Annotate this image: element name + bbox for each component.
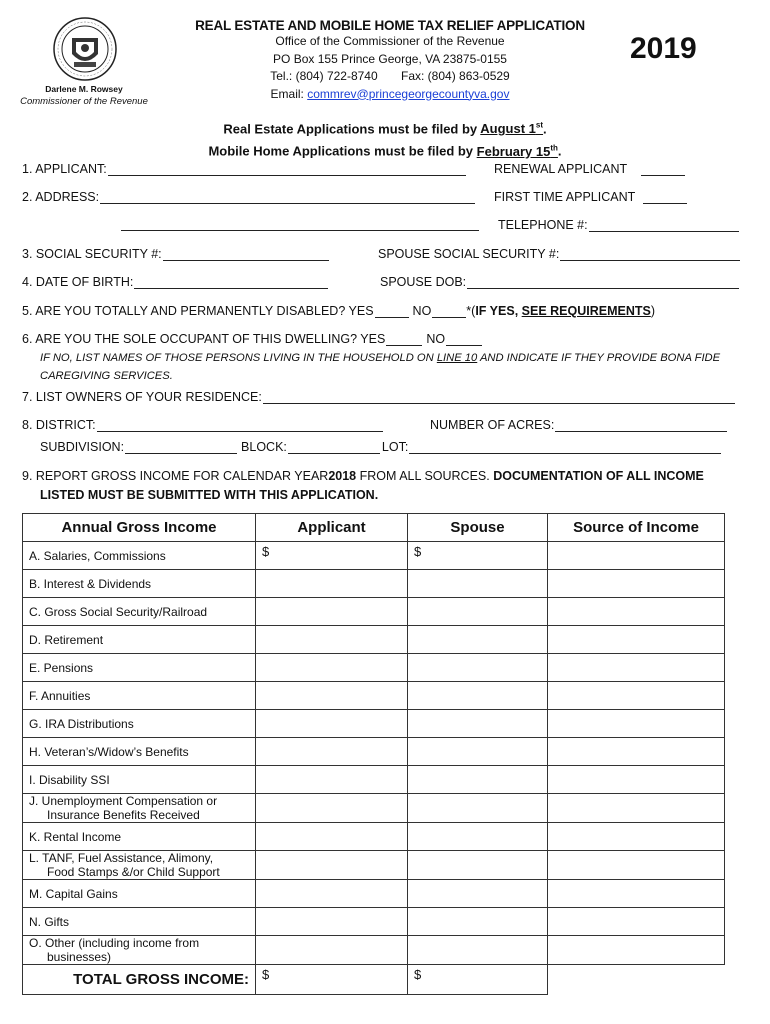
income-category-line-1: I. Disability SSI xyxy=(29,772,110,787)
spouse-income-cell[interactable] xyxy=(408,626,548,654)
renewal-label: RENEWAL APPLICANT xyxy=(494,162,628,176)
spouse-income-cell[interactable] xyxy=(408,766,548,794)
income-category-line-1: B. Interest & Dividends xyxy=(29,576,152,591)
district-label: 8. DISTRICT: xyxy=(22,418,96,432)
sole-occupant-row xyxy=(22,332,482,346)
income-category-line-1: G. IRA Distributions xyxy=(29,716,134,731)
form-title: REAL ESTATE AND MOBILE HOME TAX RELIEF APPLICATION xyxy=(195,18,585,33)
mh-prefix: Mobile Home Applications must be filed by xyxy=(208,143,477,159)
income-category-line-1: E. Pensions xyxy=(29,660,94,675)
household-note-a: IF NO, LIST NAMES OF THOSE PERSONS LIVING IN THE HOUSEHOLD ON xyxy=(40,352,437,364)
ssn-label: 3. SOCIAL SECURITY #: xyxy=(22,247,162,261)
spouse-income-cell[interactable] xyxy=(408,794,548,823)
office-tel: Tel.: (804) 722-8740 xyxy=(270,69,378,83)
address-field[interactable] xyxy=(100,191,475,204)
source-income-cell[interactable] xyxy=(548,738,725,766)
source-income-cell[interactable] xyxy=(548,598,725,626)
official-name: Darlene M. Rowsey xyxy=(45,84,123,94)
q9-part-a: 9. REPORT GROSS INCOME FOR CALENDAR YEAR xyxy=(22,469,329,483)
applicant-income-cell[interactable] xyxy=(256,823,408,851)
district-field[interactable] xyxy=(97,419,383,432)
dob-row xyxy=(22,275,328,289)
acres-field[interactable] xyxy=(555,419,727,432)
re-sup: st xyxy=(535,121,544,130)
income-category-line-1: C. Gross Social Security/Railroad xyxy=(29,604,208,619)
spouse-ssn-row xyxy=(378,247,740,261)
applicant-field[interactable] xyxy=(108,163,466,176)
first-time-field[interactable] xyxy=(643,191,687,204)
spouse-income-cell[interactable] xyxy=(408,598,548,626)
q9-part-d: LISTED MUST BE SUBMITTED WITH THIS APPLICATION. xyxy=(40,488,379,502)
income-category-label xyxy=(23,626,256,654)
spouse-income-cell[interactable] xyxy=(408,738,548,766)
table-row xyxy=(23,710,725,738)
spouse-income-cell[interactable] xyxy=(408,710,548,738)
household-note xyxy=(40,349,750,385)
household-note-b: AND INDICATE IF THEY PROVIDE BONA FIDE xyxy=(477,352,721,364)
table-row xyxy=(23,880,725,908)
income-category-label xyxy=(23,654,256,682)
income-category-line-1: K. Rental Income xyxy=(29,829,122,844)
income-category-label xyxy=(23,542,256,570)
sole-occupant-no-field[interactable] xyxy=(446,333,482,346)
household-note-c: CAREGIVING SERVICES. xyxy=(40,370,173,382)
income-category-line-1: H. Veteran’s/Widow’s Benefits xyxy=(29,744,189,759)
header-spouse: Spouse xyxy=(408,514,548,542)
mobile-home-deadline: Mobile Home Applications must be filed by February 15th. xyxy=(208,143,562,159)
income-table-header xyxy=(23,514,725,542)
owners-field[interactable] xyxy=(263,391,735,404)
filing-deadlines xyxy=(140,116,630,161)
table-row xyxy=(23,682,725,710)
q9-year: 2018 xyxy=(328,469,357,483)
disabled-note-prefix: *( xyxy=(466,304,476,318)
telephone-field[interactable] xyxy=(589,219,739,232)
applicant-income-cell[interactable] xyxy=(256,682,408,710)
address-line-2-row xyxy=(120,218,479,231)
county-seal-icon xyxy=(52,16,118,82)
disabled-no-field[interactable] xyxy=(432,305,466,318)
income-instructions-row-2 xyxy=(40,488,378,502)
mh-date: February 15 xyxy=(476,143,551,159)
spouse-income-cell[interactable] xyxy=(408,851,548,880)
table-row xyxy=(23,908,725,936)
applicant-income-cell[interactable] xyxy=(256,570,408,598)
income-category-label xyxy=(23,823,256,851)
address-line-2-field[interactable] xyxy=(121,218,479,231)
income-instructions-row-1 xyxy=(22,469,704,483)
block-field[interactable] xyxy=(288,441,380,454)
income-category-line-2: businesses) xyxy=(47,950,112,964)
source-income-cell[interactable] xyxy=(548,908,725,936)
office-fax: Fax: (804) 863-0529 xyxy=(401,69,510,83)
disabled-yes-field[interactable] xyxy=(375,305,409,318)
table-row xyxy=(23,851,725,880)
source-income-cell[interactable] xyxy=(548,823,725,851)
table-row xyxy=(23,570,725,598)
source-income-cell[interactable] xyxy=(548,682,725,710)
mh-sup: th xyxy=(550,143,558,153)
spouse-income-cell[interactable] xyxy=(408,823,548,851)
income-table xyxy=(22,513,725,995)
block-label: BLOCK: xyxy=(241,440,287,454)
renewal-field[interactable] xyxy=(641,163,685,176)
source-income-cell[interactable] xyxy=(548,710,725,738)
applicant-row xyxy=(22,162,466,176)
income-category-label xyxy=(23,794,256,823)
email-label: Email: xyxy=(270,86,304,101)
re-prefix: Real Estate Applications must be filed by xyxy=(223,121,481,137)
table-row xyxy=(23,654,725,682)
household-note-line: LINE 10 xyxy=(436,352,478,364)
lot-field[interactable] xyxy=(409,441,721,454)
header-source-of-income: Source of Income xyxy=(548,514,725,542)
district-row xyxy=(22,418,383,432)
spouse-income-cell[interactable] xyxy=(408,880,548,908)
owners-label: 7. LIST OWNERS OF YOUR RESIDENCE: xyxy=(22,390,262,404)
sole-occupant-label: 6. ARE YOU THE SOLE OCCUPANT OF THIS DWELLING? YES xyxy=(22,332,386,346)
income-category-label xyxy=(23,766,256,794)
office-name: Office of the Commissioner of the Revenue xyxy=(275,34,505,48)
spouse-ssn-field[interactable] xyxy=(560,248,740,261)
dob-label: 4. DATE OF BIRTH: xyxy=(22,275,134,289)
income-category-label xyxy=(23,880,256,908)
source-income-cell[interactable] xyxy=(548,766,725,794)
lot-label: LOT: xyxy=(381,440,409,454)
income-category-line-1: J. Unemployment Compensation or xyxy=(29,794,218,808)
income-category-line-1: D. Retirement xyxy=(29,632,104,647)
applicant-income-cell[interactable] xyxy=(256,936,408,965)
total-label: TOTAL GROSS INCOME: xyxy=(23,965,256,995)
income-category-line-1: M. Capital Gains xyxy=(29,886,118,901)
spouse-income-cell[interactable] xyxy=(408,682,548,710)
total-spouse-cell[interactable]: $ xyxy=(408,965,548,995)
sole-occupant-no-label: NO xyxy=(426,332,446,346)
source-income-cell[interactable] xyxy=(548,794,725,823)
applicant-income-cell[interactable] xyxy=(256,626,408,654)
source-income-cell[interactable] xyxy=(548,542,725,570)
applicant-label: 1. APPLICANT: xyxy=(22,162,107,176)
sole-occupant-yes-field[interactable] xyxy=(386,333,422,346)
spouse-income-cell[interactable]: $ xyxy=(408,542,548,570)
spouse-dob-field[interactable] xyxy=(467,276,739,289)
income-category-label xyxy=(23,851,256,880)
total-empty-cell xyxy=(548,965,725,995)
total-row xyxy=(23,965,725,995)
office-email-line xyxy=(190,86,590,104)
table-row xyxy=(23,794,725,823)
source-income-cell[interactable] xyxy=(548,880,725,908)
header-applicant: Applicant xyxy=(256,514,408,542)
subdivision-label: SUBDIVISION: xyxy=(40,440,125,454)
owners-row xyxy=(22,390,735,404)
source-income-cell[interactable] xyxy=(548,851,725,880)
spouse-income-cell[interactable] xyxy=(408,654,548,682)
income-category-line-1: F. Annuities xyxy=(29,688,91,703)
acres-row xyxy=(430,418,727,432)
spouse-dob-row xyxy=(380,275,739,289)
income-category-line-1: A. Salaries, Commissions xyxy=(29,548,166,563)
income-category-label xyxy=(23,738,256,766)
income-category-label xyxy=(23,908,256,936)
applicant-income-cell[interactable]: $ xyxy=(256,542,408,570)
table-row xyxy=(23,542,725,570)
source-income-cell[interactable] xyxy=(548,626,725,654)
income-category-label xyxy=(23,598,256,626)
acres-label: NUMBER OF ACRES: xyxy=(430,418,555,432)
income-category-line-2: Insurance Benefits Received xyxy=(47,808,200,822)
address-row xyxy=(22,190,475,204)
applicant-income-cell[interactable] xyxy=(256,710,408,738)
table-row xyxy=(23,738,725,766)
first-time-row xyxy=(494,190,687,204)
applicant-income-cell[interactable] xyxy=(256,794,408,823)
subdivision-field[interactable] xyxy=(125,441,237,454)
applicant-income-cell[interactable] xyxy=(256,654,408,682)
header-annual-gross-income: Annual Gross Income xyxy=(23,514,256,542)
applicant-income-cell[interactable] xyxy=(256,851,408,880)
income-category-line-1: N. Gifts xyxy=(29,914,70,929)
income-category-label xyxy=(23,710,256,738)
email-link[interactable]: commrev@princegeorgecountyva.gov xyxy=(307,86,510,101)
income-category-line-1: L. TANF, Fuel Assistance, Alimony, xyxy=(29,851,214,865)
ssn-field[interactable] xyxy=(163,248,329,261)
applicant-income-cell[interactable] xyxy=(256,880,408,908)
spouse-income-cell[interactable] xyxy=(408,936,548,965)
disabled-question-row xyxy=(22,304,655,318)
disabled-question-label: 5. ARE YOU TOTALLY AND PERMANENTLY DISABLED? YES xyxy=(22,304,374,318)
address-label: 2. ADDRESS: xyxy=(22,190,100,204)
dob-field[interactable] xyxy=(134,276,328,289)
ssn-row xyxy=(22,247,329,261)
real-estate-deadline: Real Estate Applications must be filed by August 1st. xyxy=(223,121,547,137)
source-income-cell[interactable] xyxy=(548,936,725,965)
table-row xyxy=(23,936,725,965)
form-year: 2019 xyxy=(630,32,697,65)
re-date: August 1 xyxy=(480,121,536,137)
spouse-ssn-label: SPOUSE SOCIAL SECURITY #: xyxy=(378,247,560,261)
q9-part-c: DOCUMENTATION OF ALL INCOME xyxy=(493,469,704,483)
income-category-label xyxy=(23,936,256,965)
applicant-income-cell[interactable] xyxy=(256,766,408,794)
table-row xyxy=(23,766,725,794)
table-row xyxy=(23,823,725,851)
applicant-income-cell[interactable] xyxy=(256,738,408,766)
q9-part-b: FROM ALL SOURCES. xyxy=(356,469,494,483)
header-block xyxy=(190,18,590,103)
telephone-label: TELEPHONE #: xyxy=(498,218,588,232)
subdivision-row xyxy=(40,440,721,454)
disabled-no-label: NO xyxy=(412,304,432,318)
spouse-income-cell[interactable] xyxy=(408,908,548,936)
disabled-note-bold: IF YES, xyxy=(475,304,519,318)
office-address: PO Box 155 Prince George, VA 23875-0155 xyxy=(273,51,507,66)
telephone-row xyxy=(498,218,739,232)
source-income-cell[interactable] xyxy=(548,654,725,682)
disabled-note-suffix: ) xyxy=(650,304,656,318)
spouse-income-cell[interactable] xyxy=(408,570,548,598)
renewal-row xyxy=(494,162,685,176)
office-phones xyxy=(190,68,590,86)
table-row xyxy=(23,598,725,626)
table-row xyxy=(23,626,725,654)
income-category-line-2: Food Stamps &/or Child Support xyxy=(47,865,220,879)
applicant-income-cell[interactable] xyxy=(256,598,408,626)
first-time-label: FIRST TIME APPLICANT xyxy=(494,190,636,204)
official-title: Commissioner of the Revenue xyxy=(20,96,148,107)
applicant-income-cell[interactable] xyxy=(256,908,408,936)
see-requirements-link[interactable]: SEE REQUIREMENTS xyxy=(521,304,651,318)
income-category-label xyxy=(23,682,256,710)
spouse-dob-label: SPOUSE DOB: xyxy=(380,275,467,289)
income-category-label xyxy=(23,570,256,598)
source-income-cell[interactable] xyxy=(548,570,725,598)
income-category-line-1: O. Other (including income from xyxy=(29,936,200,950)
total-applicant-cell[interactable]: $ xyxy=(256,965,408,995)
